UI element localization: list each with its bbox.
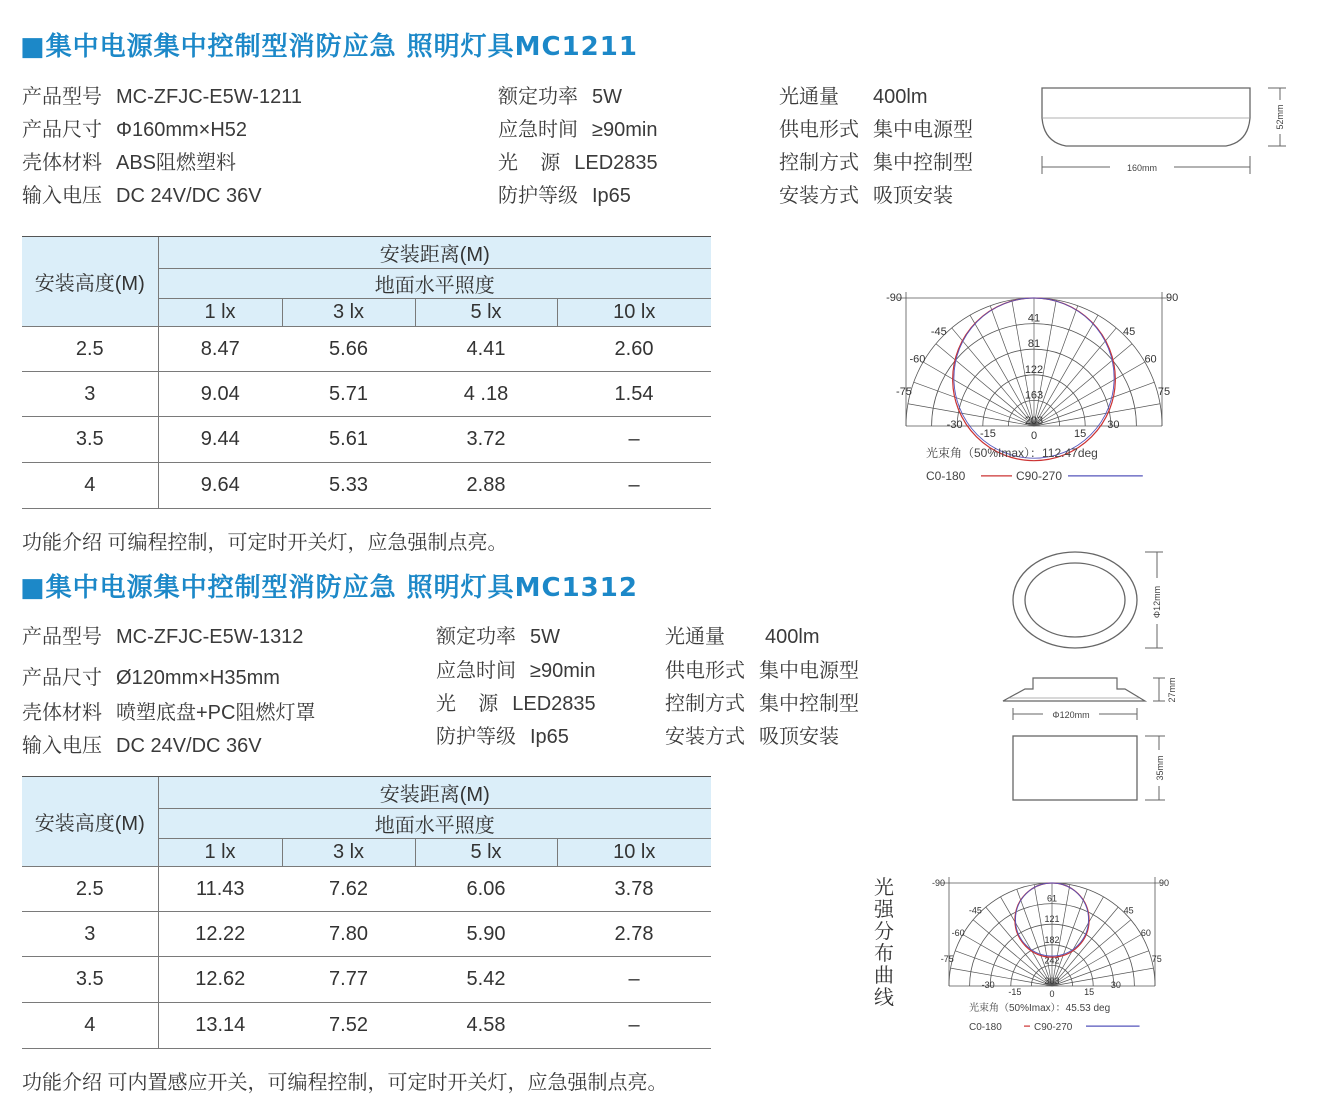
spec-label: 壳体材料	[22, 152, 102, 174]
table-row	[22, 327, 711, 372]
spec-voltage	[22, 179, 262, 208]
spec-value: ABS阻燃塑料	[116, 152, 237, 174]
radial-label: 61	[1046, 893, 1058, 904]
table-row	[22, 957, 711, 1003]
spec-emergency-time	[436, 654, 595, 683]
function-description: 功能介绍 可内置感应开关，可编程控制，可定时开关灯，应急强制点亮。	[22, 1072, 668, 1094]
row-height: 3	[22, 372, 158, 417]
spec-power	[498, 80, 622, 109]
spec-value: DC 24V/DC 36V	[116, 735, 262, 757]
spec-label: 控制方式	[779, 152, 859, 174]
spec-label: 光通量	[665, 626, 725, 648]
column-header: 3 lx	[282, 299, 415, 327]
table-row	[22, 867, 711, 912]
spec-value: 400lm	[873, 86, 928, 108]
spec-value: 5W	[592, 86, 622, 108]
product-dimension-drawing	[995, 548, 1195, 808]
spec-label: 输入电压	[22, 185, 102, 207]
table-cell: 5.90	[415, 912, 557, 957]
spec-value: 喷塑底盘+PC阻燃灯罩	[116, 702, 316, 724]
row-height: 3.5	[22, 957, 158, 1003]
spec-value: 集中电源型	[873, 119, 973, 141]
spec-value: 集中电源型	[759, 660, 859, 682]
spec-supply	[779, 113, 973, 142]
column-header: 10 lx	[557, 839, 711, 867]
illuminance-header: 地面水平照度	[158, 269, 711, 299]
spec-shell	[22, 146, 236, 175]
spec-mount	[665, 720, 839, 749]
table-cell: 2.88	[415, 463, 557, 509]
light-distribution-chart	[860, 284, 1200, 484]
spec-light-source	[498, 146, 658, 175]
radial-label: 122	[1024, 363, 1044, 376]
spec-value: 吸顶安装	[873, 185, 953, 207]
table-cell: 2.60	[557, 327, 711, 372]
angle-label: 0	[1049, 989, 1055, 999]
column-header: 3 lx	[282, 839, 415, 867]
spec-protection	[498, 179, 631, 208]
spec-label: 输入电压	[22, 735, 102, 757]
angle-label: 90	[1159, 878, 1170, 888]
spec-label: 供电形式	[665, 660, 745, 682]
radial-label: 182	[1044, 934, 1060, 945]
spec-size	[22, 113, 247, 142]
column-header: 5 lx	[415, 839, 557, 867]
column-header: 10 lx	[557, 299, 711, 327]
angle-label: -45	[930, 325, 947, 338]
angle-label: 15	[1073, 428, 1087, 440]
table-cell: 9.64	[158, 463, 282, 509]
side-view	[1003, 678, 1145, 701]
angle-label: -75	[896, 386, 912, 399]
spec-supply	[665, 654, 859, 683]
angle-label: -90	[931, 878, 945, 888]
table-cell: 7.77	[282, 957, 415, 1003]
table-cell: 13.14	[158, 1003, 282, 1049]
spec-control	[779, 146, 973, 175]
table-cell: –	[557, 1003, 711, 1049]
radial-label: 303	[1044, 976, 1060, 986]
spec-label: 安装方式	[779, 185, 859, 207]
spec-value: 吸顶安装	[759, 726, 839, 748]
spec-protection	[436, 720, 569, 749]
table-cell: 7.52	[282, 1003, 415, 1049]
table-cell: 4.41	[415, 327, 557, 372]
spec-mount	[779, 179, 953, 208]
table-cell: 3.78	[557, 867, 711, 912]
legend-c0-label: C0-180	[926, 468, 966, 483]
row-height: 4	[22, 1003, 158, 1049]
table-row	[22, 463, 711, 509]
spec-label: 防护等级	[498, 185, 578, 207]
dim-height-label: 52mm	[1275, 104, 1285, 130]
table-cell: 5.66	[282, 327, 415, 372]
distance-header: 安装距离(M)	[158, 777, 711, 809]
table-cell: –	[557, 463, 711, 509]
legend-c0-label: C0-180	[969, 1022, 1002, 1030]
angle-label: 15	[1084, 987, 1095, 997]
dim-box-height-label: 35mm	[1155, 755, 1165, 781]
angle-label: 90	[1166, 292, 1179, 304]
distribution-side-title: 光强分布曲线	[874, 877, 894, 1009]
spec-label: 防护等级	[436, 726, 516, 748]
spec-model	[22, 620, 303, 649]
distance-header: 安装距离(M)	[158, 237, 711, 269]
table-cell: 3.72	[415, 417, 557, 463]
spec-voltage	[22, 729, 262, 758]
spec-power	[436, 620, 560, 649]
spec-label: 光通量	[779, 86, 839, 108]
spec-label: 光 源	[436, 693, 499, 715]
spec-label: 应急时间	[498, 119, 578, 141]
table-cell: 12.62	[158, 957, 282, 1003]
table-cell: 4 .18	[415, 372, 557, 417]
lamp-profile	[1042, 88, 1250, 146]
spec-label: 控制方式	[665, 693, 745, 715]
table-cell: –	[557, 417, 711, 463]
illuminance-table	[22, 236, 711, 509]
angle-label: 30	[1107, 419, 1120, 432]
angle-label: 0	[1030, 430, 1038, 442]
spec-light-source	[436, 687, 596, 716]
angle-label: 30	[1110, 979, 1121, 990]
radial-label: 81	[1027, 338, 1041, 351]
angle-label: 75	[1157, 386, 1171, 399]
spec-control	[665, 687, 859, 716]
radial-label: 203	[1024, 415, 1044, 427]
spec-flux	[665, 620, 819, 649]
spec-label: 额定功率	[436, 626, 516, 648]
angle-label: -75	[940, 953, 954, 964]
spec-value: 集中控制型	[873, 152, 973, 174]
spec-value: ≥90min	[530, 660, 596, 682]
radial-label: 242	[1044, 955, 1060, 966]
spec-label: 产品尺寸	[22, 667, 102, 689]
table-cell: 11.43	[158, 867, 282, 912]
angle-label: 60	[1144, 353, 1157, 366]
angle-label: -90	[886, 292, 902, 304]
spec-value: Ip65	[530, 726, 569, 748]
spec-value: LED2835	[574, 152, 658, 174]
dim-diameter-label: Φ120mm	[1052, 710, 1090, 720]
angle-label: -30	[946, 419, 963, 432]
table-row	[22, 417, 711, 463]
angle-label: 60	[1140, 927, 1151, 938]
spec-label: 应急时间	[436, 660, 516, 682]
table-cell: 12.22	[158, 912, 282, 957]
table-row	[22, 912, 711, 957]
row-height: 2.5	[22, 867, 158, 912]
table-row	[22, 372, 711, 417]
spec-label: 产品型号	[22, 86, 102, 108]
table-cell: 1.54	[557, 372, 711, 417]
spec-value: 400lm	[765, 626, 820, 648]
table-row	[22, 1003, 711, 1049]
radial-label: 163	[1024, 389, 1044, 402]
beam-angle-text: 光束角（50%Imax）：45.53 deg	[969, 1003, 1111, 1015]
table-cell: 5.33	[282, 463, 415, 509]
spec-value: LED2835	[512, 693, 596, 715]
spec-value: MC-ZFJC-E5W-1312	[116, 626, 304, 648]
illuminance-table	[22, 776, 711, 1049]
spec-label: 供电形式	[779, 119, 859, 141]
table-cell: 9.44	[158, 417, 282, 463]
spec-value: 集中控制型	[759, 693, 859, 715]
table-cell: –	[557, 957, 711, 1003]
angle-label: 75	[1151, 953, 1162, 964]
function-description: 功能介绍 可编程控制，可定时开关灯，应急强制点亮。	[22, 532, 508, 554]
row-height: 3.5	[22, 417, 158, 463]
spec-label: 安装方式	[665, 726, 745, 748]
spec-shell	[22, 696, 315, 725]
angle-label: 45	[1123, 325, 1136, 338]
light-distribution-chart	[900, 870, 1200, 1030]
product-dimension-drawing	[1030, 78, 1300, 183]
dim-top-label: Φ12mm	[1152, 585, 1162, 619]
spec-value: Ip65	[592, 185, 631, 207]
column-header: 1 lx	[158, 299, 282, 327]
row-height: 3	[22, 912, 158, 957]
table-cell: 7.80	[282, 912, 415, 957]
table-cell: 7.62	[282, 867, 415, 912]
table-cell: 5.42	[415, 957, 557, 1003]
angle-label: -60	[909, 353, 926, 366]
angle-label: -15	[1008, 987, 1022, 997]
box-view	[1013, 736, 1137, 800]
spec-value: DC 24V/DC 36V	[116, 185, 262, 207]
angle-label: -30	[981, 979, 995, 990]
top-view-inner	[1025, 563, 1125, 637]
legend-c90-label: C90-270	[1016, 468, 1063, 483]
table-cell: 4.58	[415, 1003, 557, 1049]
height-header: 安装高度(M)	[22, 237, 158, 327]
spec-emergency-time	[498, 113, 657, 142]
spec-label: 光 源	[498, 152, 561, 174]
spec-size	[22, 661, 280, 690]
table-cell: 5.61	[282, 417, 415, 463]
row-height: 4	[22, 463, 158, 509]
angle-label: -60	[951, 927, 965, 938]
radial-label: 41	[1027, 312, 1041, 325]
angle-label: -45	[968, 905, 982, 916]
spec-value: 5W	[530, 626, 560, 648]
beam-angle-text: 光束角（50%Imax）：112.47deg	[926, 445, 1098, 460]
row-height: 2.5	[22, 327, 158, 372]
angle-label: 45	[1123, 905, 1134, 916]
spec-flux	[779, 80, 927, 109]
table-cell: 2.78	[557, 912, 711, 957]
dim-width-label: 160mm	[1126, 163, 1158, 173]
height-header: 安装高度(M)	[22, 777, 158, 867]
spec-label: 产品尺寸	[22, 119, 102, 141]
spec-value: Ø120mm×H35mm	[116, 667, 280, 689]
table-cell: 9.04	[158, 372, 282, 417]
dim-side-height-label: 27mm	[1167, 677, 1177, 703]
column-header: 5 lx	[415, 299, 557, 327]
spec-label: 产品型号	[22, 626, 102, 648]
legend-c90-label: C90-270	[1034, 1022, 1073, 1030]
spec-label: 壳体材料	[22, 702, 102, 724]
spec-value: ≥90min	[592, 119, 658, 141]
spec-label: 额定功率	[498, 86, 578, 108]
table-cell: 5.71	[282, 372, 415, 417]
angle-label: -15	[979, 428, 996, 440]
spec-model	[22, 80, 302, 109]
product-title: ■集中电源集中控制型消防应急 照明灯具MC1211	[20, 32, 638, 62]
table-cell: 8.47	[158, 327, 282, 372]
column-header: 1 lx	[158, 839, 282, 867]
radial-label: 121	[1044, 914, 1060, 925]
table-cell: 6.06	[415, 867, 557, 912]
product-title: ■集中电源集中控制型消防应急 照明灯具MC1312	[20, 573, 638, 603]
spec-value: MC-ZFJC-E5W-1211	[116, 86, 302, 108]
spec-value: Φ160mm×H52	[116, 119, 248, 141]
illuminance-header: 地面水平照度	[158, 809, 711, 839]
